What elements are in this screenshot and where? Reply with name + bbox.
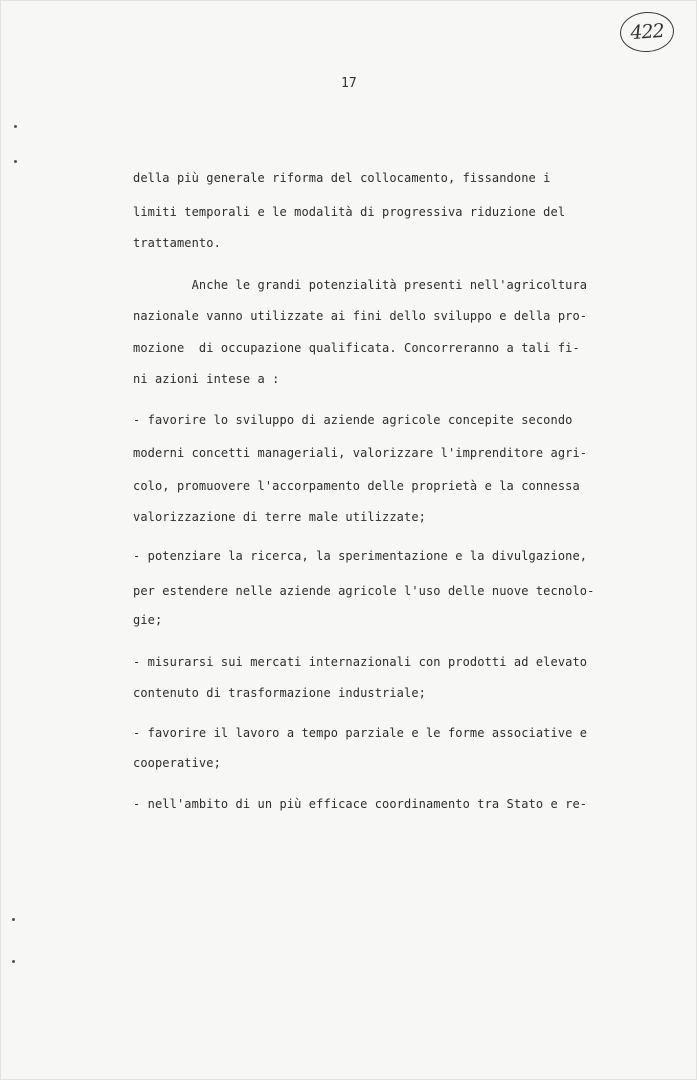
text-line: mozione di occupazione qualificata. Concorreranno a tali fi- xyxy=(133,341,580,355)
archive-number-stamp: 422 xyxy=(619,10,676,54)
text-line: limiti temporali e le modalità di progressiva riduzione del xyxy=(133,205,566,219)
text-line: trattamento. xyxy=(133,236,221,250)
page-number: 17 xyxy=(341,76,357,91)
text-line: della più generale riforma del collocamento, fissandone i xyxy=(133,171,551,185)
text-line: Anche le grandi potenzialità presenti nell'agricoltura xyxy=(133,278,588,292)
text-line: - favorire il lavoro a tempo parziale e le forme associative e xyxy=(133,726,588,740)
text-line: - nell'ambito di un più efficace coordinamento tra Stato e re- xyxy=(133,797,588,811)
text-line: nazionale vanno utilizzate ai fini dello sviluppo e della pro- xyxy=(133,309,588,323)
margin-mark xyxy=(12,960,15,963)
text-line: moderni concetti manageriali, valorizzare l'imprenditore agri- xyxy=(133,446,588,460)
margin-mark xyxy=(14,160,17,163)
text-line: contenuto di trasformazione industriale; xyxy=(133,686,426,700)
text-line: colo, promuovere l'accorpamento delle proprietà e la connessa xyxy=(133,479,580,493)
text-line: - potenziare la ricerca, la sperimentazione e la divulgazione, xyxy=(133,549,588,563)
text-line: per estendere nelle aziende agricole l'uso delle nuove tecnolo- xyxy=(133,584,595,598)
margin-mark xyxy=(14,125,17,128)
text-line: gie; xyxy=(133,613,163,627)
text-line: cooperative; xyxy=(133,756,221,770)
text-line: - favorire lo sviluppo di aziende agricole concepite secondo xyxy=(133,413,573,427)
margin-mark xyxy=(12,918,15,921)
text-line: ni azioni intese a : xyxy=(133,372,280,386)
text-line: valorizzazione di terre male utilizzate; xyxy=(133,510,426,524)
text-line: - misurarsi sui mercati internazionali con prodotti ad elevato xyxy=(133,655,588,669)
